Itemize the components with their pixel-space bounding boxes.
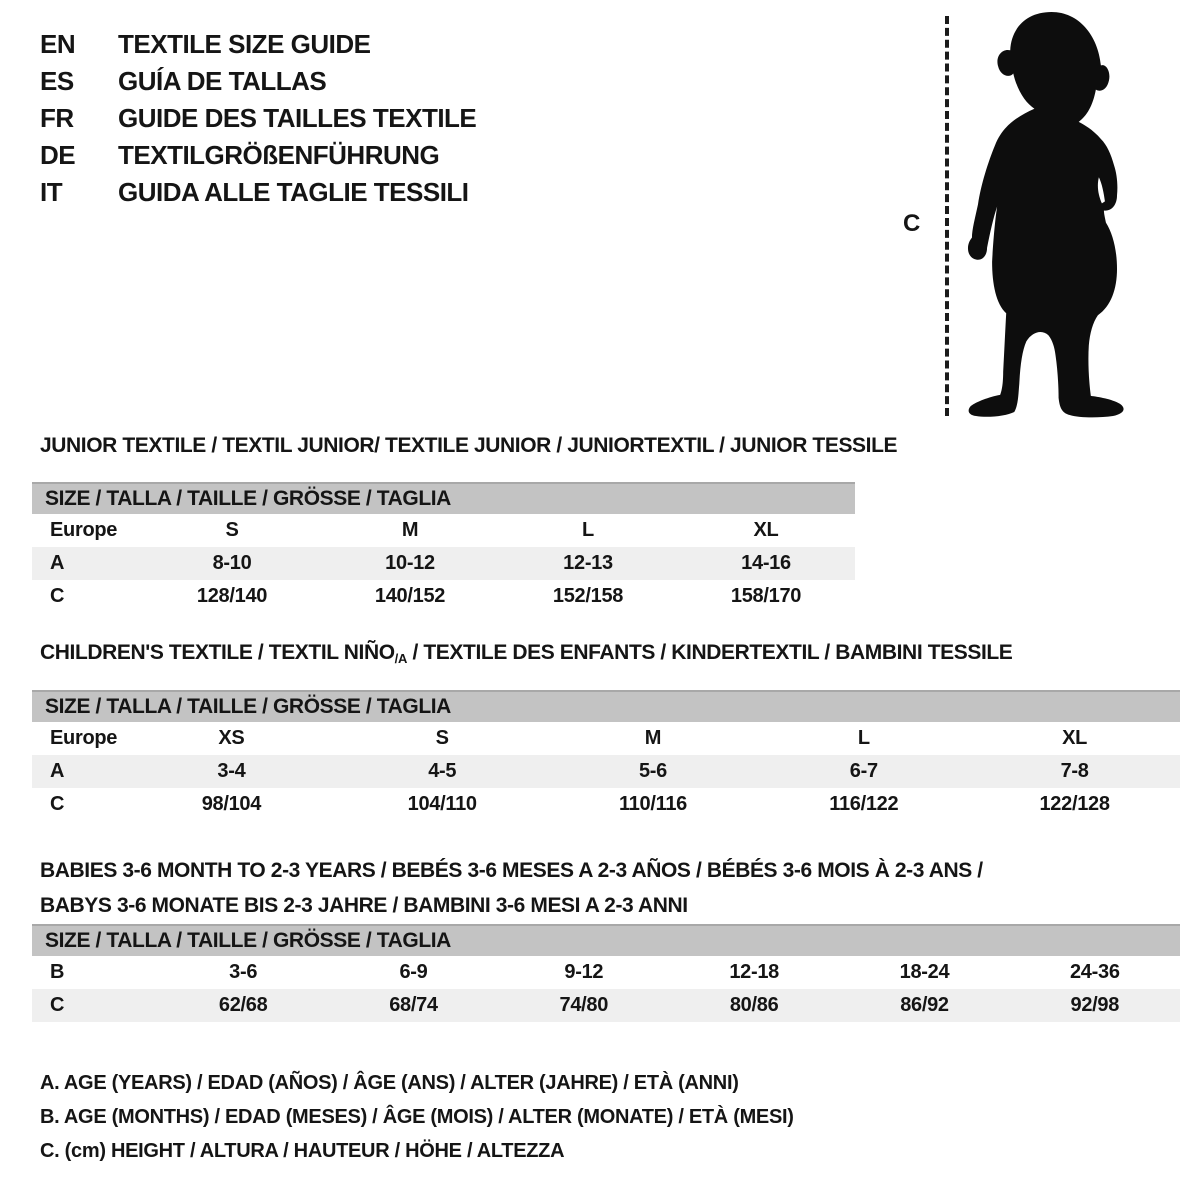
size-cell: XL bbox=[753, 519, 779, 541]
age-cell: 14-16 bbox=[677, 547, 855, 580]
age-cell: 9-12 bbox=[564, 961, 604, 983]
age-cell: 7-8 bbox=[969, 755, 1180, 788]
size-cell: L bbox=[857, 727, 870, 749]
footnote-b: B. AGE (MONTHS) / EDAD (MESES) / ÂGE (MOIS) / ALTER (MONATE) / ETÀ (MESI) bbox=[40, 1106, 794, 1128]
height-cell: 158/170 bbox=[730, 585, 802, 607]
language-title: GUÍA DE TALLAS bbox=[118, 66, 327, 96]
age-cell: 8-10 bbox=[143, 547, 321, 580]
age-cell: 12-13 bbox=[499, 547, 677, 580]
babies-heading-line1: BABIES 3-6 MONTH TO 2-3 YEARS / BEBÉS 3-6 MESES A 2-3 AÑOS / BÉBÉS 3-6 MOIS À 2-3 ANS / bbox=[40, 859, 983, 882]
row-label: A bbox=[32, 755, 126, 788]
height-figure bbox=[903, 10, 1131, 418]
table-row-age-months bbox=[32, 956, 1180, 989]
junior-table bbox=[32, 514, 855, 613]
babies-section-heading bbox=[40, 853, 983, 923]
size-cell: M bbox=[401, 519, 419, 541]
heading-sub: /A bbox=[394, 651, 408, 666]
junior-size-table bbox=[32, 482, 855, 613]
height-cell: 68/74 bbox=[328, 989, 498, 1022]
heading-post: / TEXTILE DES ENFANTS / KINDERTEXTIL / BAMBINI TESSILE bbox=[407, 641, 1013, 664]
age-cell: 3-6 bbox=[229, 961, 258, 983]
height-cell: 152/158 bbox=[552, 585, 624, 607]
row-label: B bbox=[50, 961, 65, 983]
table-row-europe bbox=[32, 722, 1180, 755]
table-row-age bbox=[32, 755, 1180, 788]
height-cell: 104/110 bbox=[407, 793, 477, 815]
table-row-height bbox=[32, 580, 855, 613]
measure-c-label: C bbox=[903, 210, 921, 237]
row-label: A bbox=[32, 547, 143, 580]
language-code: ES bbox=[40, 66, 74, 96]
language-row-es bbox=[40, 63, 476, 100]
language-code: FR bbox=[40, 103, 74, 133]
babies-heading-line2: BABYS 3-6 MONATE BIS 2-3 JAHRE / BAMBINI 3-6 MESI A 2-3 ANNI bbox=[40, 894, 688, 917]
size-cell: L bbox=[582, 519, 594, 541]
table-row-age bbox=[32, 547, 855, 580]
height-cell: 74/80 bbox=[499, 989, 669, 1022]
height-cell: 98/104 bbox=[201, 793, 262, 815]
height-measure-dashed-line bbox=[945, 16, 949, 416]
toddler-silhouette-icon bbox=[963, 10, 1131, 418]
junior-section-heading: JUNIOR TEXTILE / TEXTIL JUNIOR/ TEXTILE JUNIOR / JUNIORTEXTIL / JUNIOR TESSILE bbox=[40, 434, 898, 457]
language-header bbox=[40, 26, 476, 211]
language-row-en bbox=[40, 26, 476, 63]
size-cell: M bbox=[644, 727, 662, 749]
heading-pre: CHILDREN'S TEXTILE / TEXTIL NIÑO bbox=[40, 641, 395, 664]
age-cell: 10-12 bbox=[321, 547, 499, 580]
size-table-header-band: SIZE / TALLA / TAILLE / GRÖSSE / TAGLIA bbox=[32, 482, 855, 514]
children-table bbox=[32, 722, 1180, 821]
size-cell: S bbox=[435, 727, 449, 749]
babies-size-table bbox=[32, 924, 1180, 1022]
age-cell: 3-4 bbox=[126, 755, 337, 788]
size-table-header-band: SIZE / TALLA / TAILLE / GRÖSSE / TAGLIA bbox=[32, 690, 1180, 722]
age-cell: 6-7 bbox=[758, 755, 969, 788]
footnote-legend bbox=[40, 1066, 794, 1168]
size-cell: XL bbox=[1062, 727, 1088, 749]
babies-table bbox=[32, 956, 1180, 1022]
language-code: DE bbox=[40, 140, 76, 170]
size-table-header-band: SIZE / TALLA / TAILLE / GRÖSSE / TAGLIA bbox=[32, 924, 1180, 956]
language-title: TEXTILE SIZE GUIDE bbox=[118, 29, 371, 59]
children-size-table bbox=[32, 690, 1180, 821]
footnote-a: A. AGE (YEARS) / EDAD (AÑOS) / ÂGE (ANS) / ALTER (JAHRE) / ETÀ (ANNI) bbox=[40, 1072, 739, 1094]
language-row-fr bbox=[40, 100, 476, 137]
language-code: EN bbox=[40, 29, 76, 59]
row-label: C bbox=[50, 793, 65, 815]
age-cell: 5-6 bbox=[548, 755, 759, 788]
size-cell: XS bbox=[218, 727, 245, 749]
height-cell: 122/128 bbox=[1039, 793, 1110, 815]
row-label: Europe bbox=[50, 519, 118, 541]
children-section-heading bbox=[40, 641, 1012, 666]
language-code: IT bbox=[40, 177, 63, 207]
height-cell: 62/68 bbox=[158, 989, 328, 1022]
age-cell: 12-18 bbox=[729, 961, 779, 983]
row-label: Europe bbox=[50, 727, 118, 749]
table-row-europe bbox=[32, 514, 855, 547]
language-title: GUIDA ALLE TAGLIE TESSILI bbox=[118, 177, 469, 207]
row-label: C bbox=[32, 989, 158, 1022]
table-row-height bbox=[32, 989, 1180, 1022]
size-cell: S bbox=[225, 519, 239, 541]
height-cell: 116/122 bbox=[829, 793, 899, 815]
footnote-c: C. (cm) HEIGHT / ALTURA / HAUTEUR / HÖHE / ALTEZZA bbox=[40, 1140, 565, 1162]
age-cell: 6-9 bbox=[399, 961, 428, 983]
height-cell: 92/98 bbox=[1010, 989, 1180, 1022]
language-row-it bbox=[40, 174, 476, 211]
age-cell: 4-5 bbox=[337, 755, 548, 788]
height-cell: 80/86 bbox=[669, 989, 839, 1022]
height-cell: 128/140 bbox=[196, 585, 268, 607]
language-title: GUIDE DES TAILLES TEXTILE bbox=[118, 103, 477, 133]
height-cell: 110/116 bbox=[618, 793, 687, 815]
row-label: C bbox=[50, 585, 65, 607]
age-cell: 24-36 bbox=[1069, 961, 1120, 983]
height-cell: 140/152 bbox=[374, 585, 446, 607]
age-cell: 18-24 bbox=[899, 961, 950, 983]
height-cell: 86/92 bbox=[839, 989, 1009, 1022]
language-title: TEXTILGRÖßENFÜHRUNG bbox=[118, 140, 440, 170]
language-row-de bbox=[40, 137, 476, 174]
table-row-height bbox=[32, 788, 1180, 821]
